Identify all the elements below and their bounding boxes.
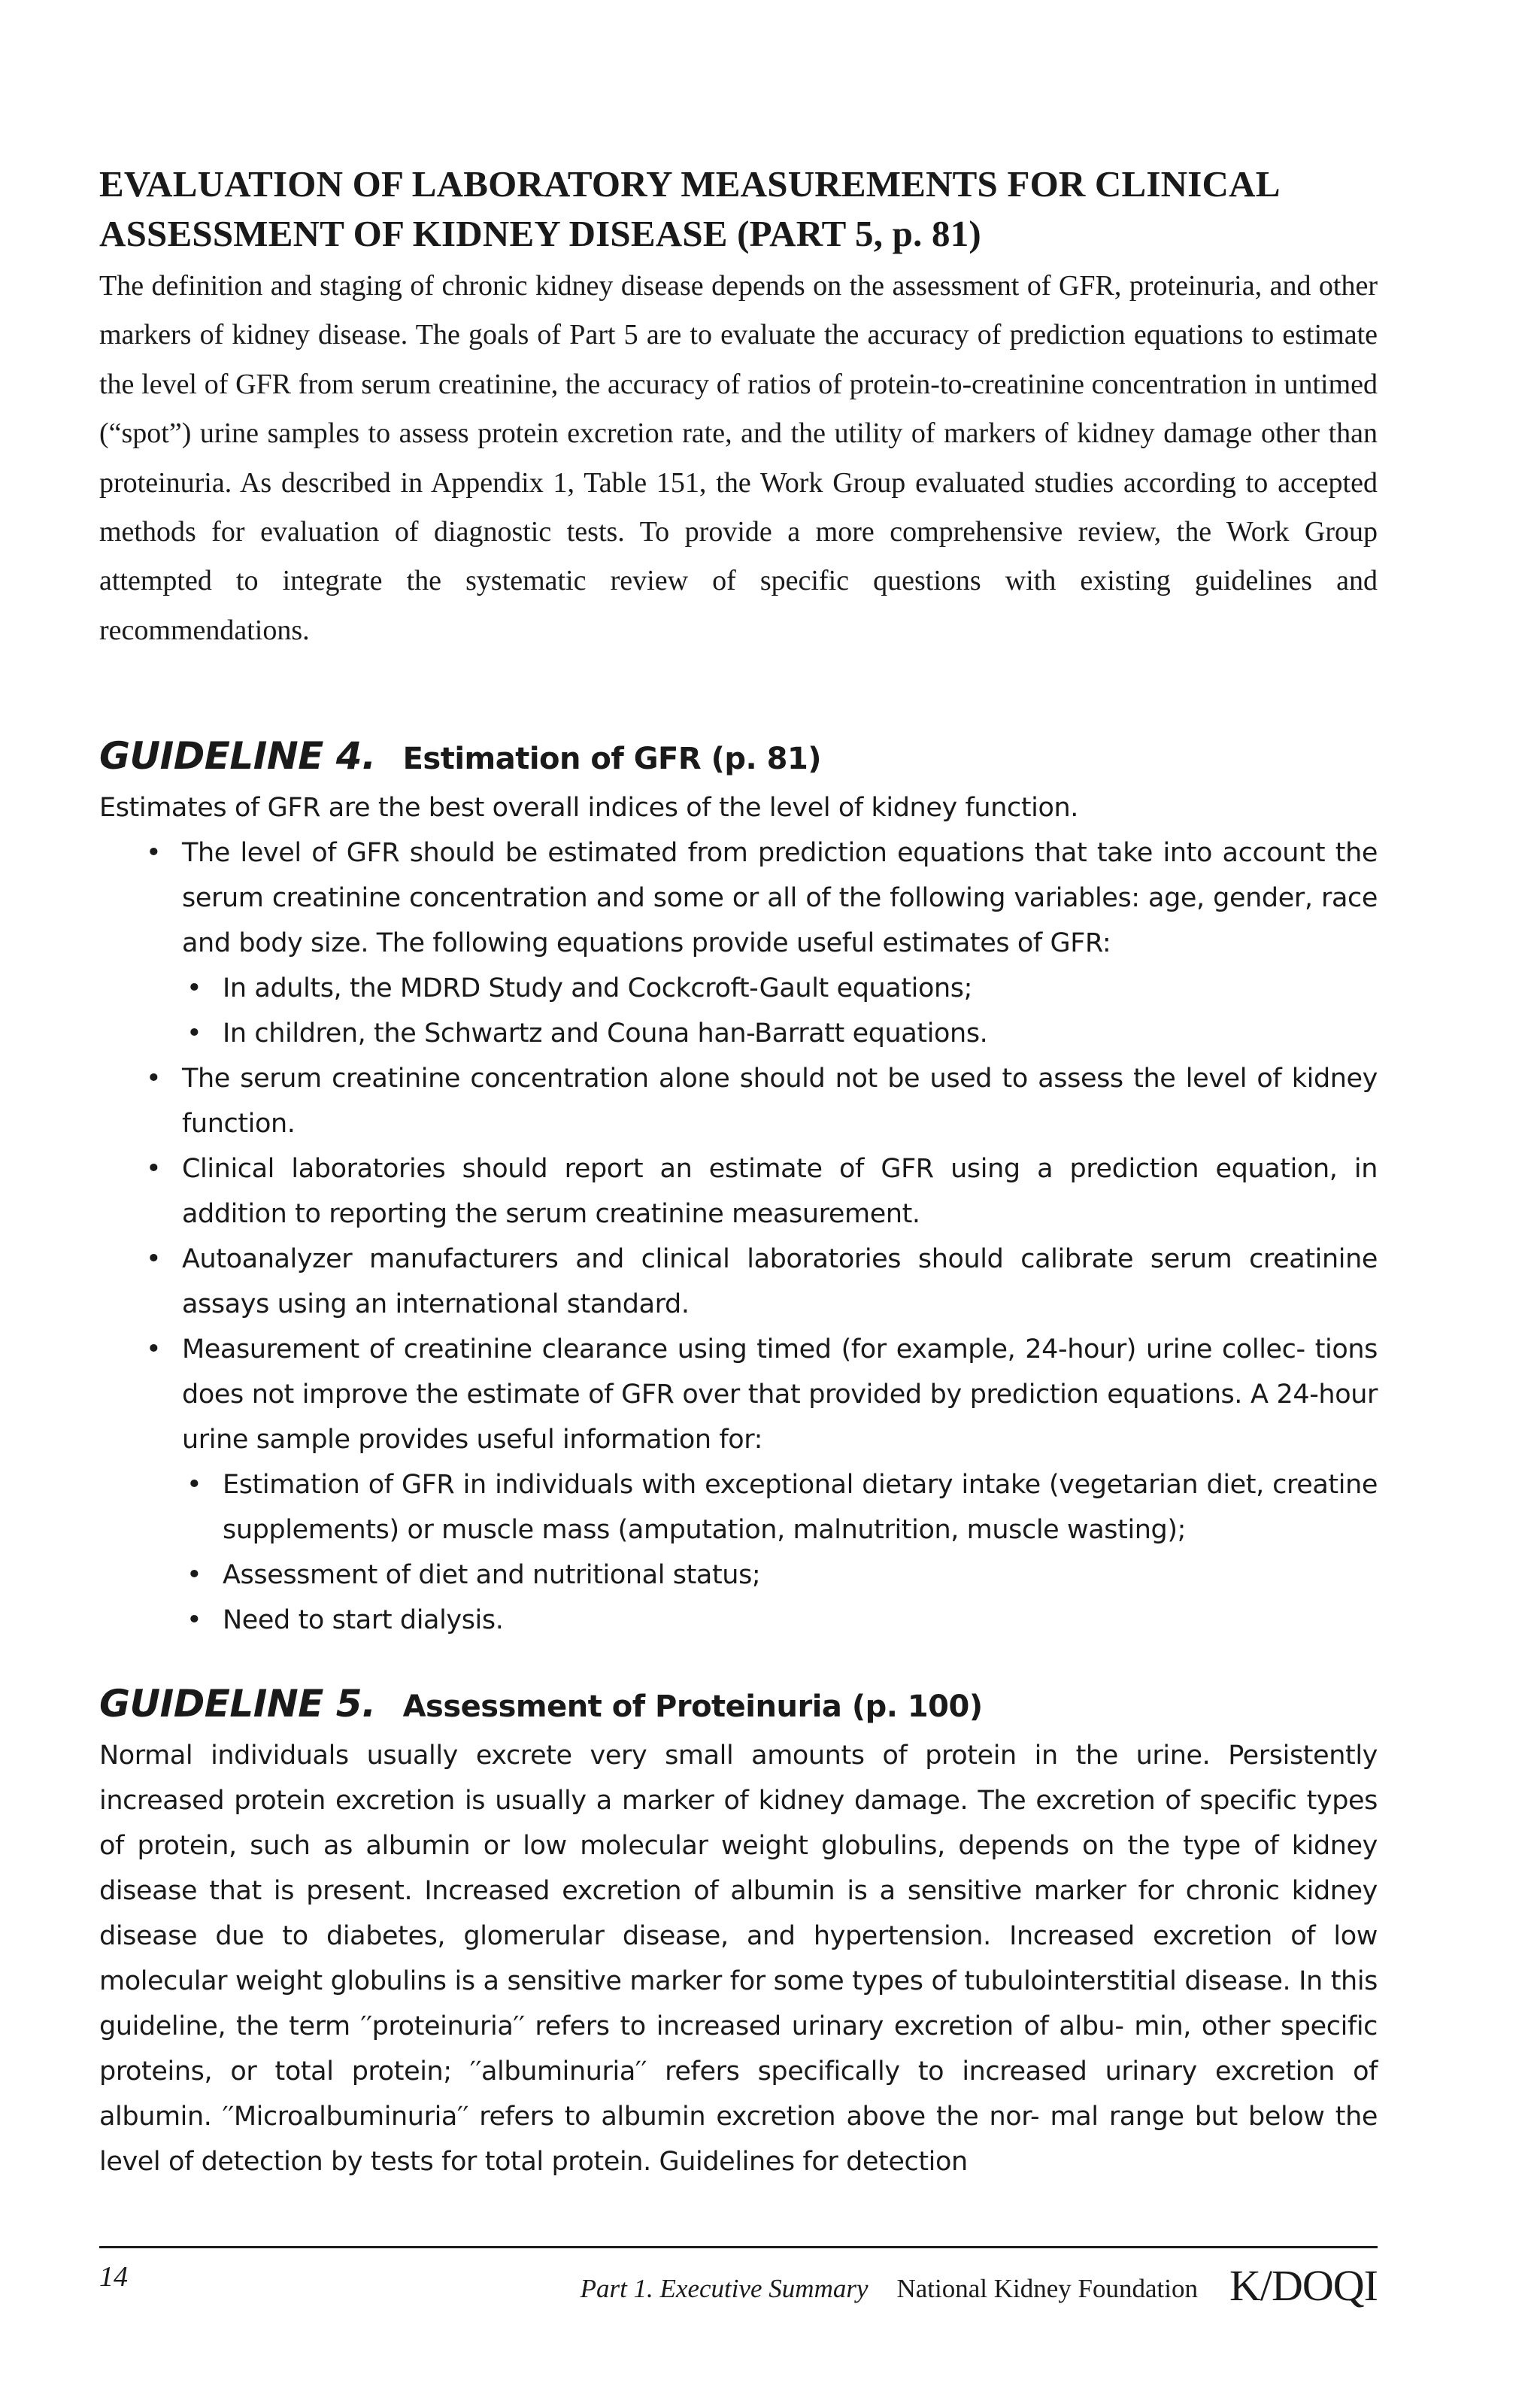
- list-item: • Clinical laboratories should report an estimate of GFR using a prediction equation, in addition to reporting the serum creatinine measurement.: [99, 1146, 1378, 1237]
- page-footer: [99, 2260, 1378, 2313]
- guideline-5-paragraph: Normal individuals usually excrete very small amounts of protein in the urine. Persistently increased protein excretion is usually a marker of kidney damage. The excretion of specific types of protein, such as albumin or low molecular weight globulins, depends on the type of kidney disease that is present. Increased excretion of albumin is a sensitive marker for chronic kidney disease due to diabetes, glomerular disease, and hypertension. Increased excretion of low molecular weight globulins is a sensitive marker for some types of tubulointerstitial disease. In this guideline, the term ′′proteinuria′′ refers to increased urinary excretion of albu- min, other specific proteins, or total protein; ′′albuminuria′′ refers specifically to increased urinary excretion of albumin. ′′Microalbuminuria′′ refers to albumin excretion above the nor- mal range but below the level of detection by tests for total protein. Guidelines for detection: [99, 1741, 1378, 2177]
- footer-right-group: [581, 2260, 1378, 2311]
- intro-paragraph: The definition and staging of chronic kidney disease depends on the assessment of GFR, proteinuria, and other markers of kidney disease. The goals of Part 5 are to evaluate the accuracy of prediction equations to estimate the level of GFR from serum creatinine, the accuracy of ratios of protein-to-creatinine concentration in untimed (“spot”) urine samples to assess protein excretion rate, and the utility of markers of kidney damage other than proteinuria. As described in Appendix 1, Table 151, the Work Group evaluated studies according to accepted methods for evaluation of diagnostic tests. To provide a more comprehensive review, the Work Group attempted to integrate the systematic review of specific questions with existing guidelines and recommendations.: [99, 270, 1378, 646]
- footer-organization: National Kidney Foundation: [896, 2274, 1199, 2303]
- list-item: • The serum creatinine concentration alone should not be used to assess the level of kidney function.: [99, 1056, 1378, 1146]
- footer-section-title: Part 1. Executive Summary: [580, 2274, 869, 2303]
- kdoqi-logo: K/DOQI: [1229, 2261, 1378, 2310]
- guideline-4-label: GUIDELINE 4.: [99, 734, 376, 778]
- section-heading: [99, 159, 1378, 259]
- guideline-4-title: Estimation of GFR (p. 81): [402, 742, 822, 776]
- list-item: • The level of GFR should be estimated from prediction equations that take into account the serum creatinine concentration and some or all of the following variables: age, gender, race and body size. The following equations provide useful estimates of GFR:: [99, 830, 1378, 966]
- sub-list-item: • In adults, the MDRD Study and Cockcroft-Gault equations;: [99, 966, 1378, 1011]
- guideline-5-label: GUIDELINE 5.: [99, 1682, 376, 1726]
- list-item: • Autoanalyzer manufacturers and clinical laboratories should calibrate serum creatinine assays using an international standard.: [99, 1237, 1378, 1327]
- guideline-5-heading: [99, 1682, 1378, 1726]
- sub-list-item: • In children, the Schwartz and Couna han-Barratt equations.: [99, 1011, 1378, 1056]
- section-heading-line-2: ASSESSMENT OF KIDNEY DISEASE (PART 5, p. 81): [99, 213, 981, 254]
- sub-list-item: • Estimation of GFR in individuals with exceptional dietary intake (vegetarian diet, creatine supplements) or muscle mass (amputation, malnutrition, muscle wasting);: [99, 1462, 1378, 1553]
- footer-divider: [99, 2246, 1378, 2248]
- guideline-4-bullet-list: [99, 830, 1378, 1643]
- sub-list-item: • Need to start dialysis.: [99, 1598, 1378, 1643]
- page-number: 14: [99, 2261, 128, 2293]
- sub-list-item: • Assessment of diet and nutritional status;: [99, 1553, 1378, 1598]
- section-heading-line-1: EVALUATION OF LABORATORY MEASUREMENTS FOR CLINICAL: [99, 163, 1281, 205]
- guideline-4-heading: [99, 734, 1378, 778]
- list-item: • Measurement of creatinine clearance using timed (for example, 24-hour) urine collec- tions does not improve the estimate of GFR over that provided by prediction equations. A 24-hour urine sample provides useful information for:: [99, 1327, 1378, 1462]
- guideline-4-lead: Estimates of GFR are the best overall indices of the level of kidney function.: [99, 793, 1078, 823]
- guideline-5-title: Assessment of Proteinuria (p. 100): [402, 1689, 983, 1724]
